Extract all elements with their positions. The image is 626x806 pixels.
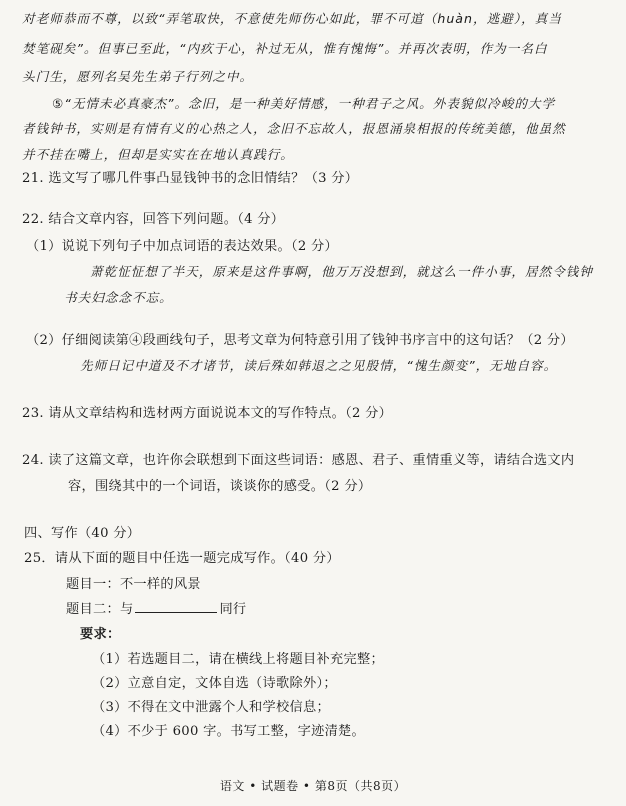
question-25: 25．请从下面的题目中任选一题完成写作。（40 分） [24,551,340,566]
essay-title-1: 题目一：不一样的风景 [66,577,201,592]
quote-22-1-line-a: 萧乾怔怔想了半天，原来是这件事啊，他万万没想到，就这么一件小事，居然令钱钟 [90,264,593,279]
question-22-2: （2）仔细阅读第④段画线句子，思考文章为何特意引用了钱钟书序言中的这句话？（2 分） [26,333,574,348]
question-21: 21. 选文写了哪几件事凸显钱钟书的念旧情结？（3 分） [22,171,359,186]
passage-line-2: 焚笔砚矣”。但事已至此，“内疚于心，补过无从，惟有愧悔”。并再次表明，作为一名白 [22,41,548,56]
question-23: 23. 请从文章结构和选材两方面说说本文的写作特点。（2 分） [22,406,393,421]
passage-line-1: 对老师恭而不尊，以致“弄笔取快，不意使先师伤心如此，罪不可逭（huàn，逃避），真当 [22,11,562,26]
passage-line-5: 者钱钟书，实则是有情有义的心热之人，念旧不忘故人，报恩涌泉相报的传统美德，他虽然 [22,121,566,136]
requirement-2: （2）立意自定，文体自选（诗歌除外）； [92,676,337,691]
essay-title-2-prefix: 题目二：与 [66,602,134,617]
quote-22-1-line-b: 书夫妇念念不忘。 [64,290,173,305]
question-22-1: （1）说说下列句子中加点词语的表达效果。（2 分） [26,239,338,254]
requirement-3: （3）不得在文中泄露个人和学校信息； [92,700,330,715]
essay-title-2 [66,600,246,619]
question-24-line-b: 容，围绕其中的一个词语，谈谈你的感受。（2 分） [68,479,372,494]
quote-22-2: 先师日记中道及不才诸节，读后殊如韩退之之见殷情，“愧生颜变”，无地自容。 [80,358,558,373]
passage-line-3: 头门生，愿列名吴先生弟子行列之中。 [22,69,254,84]
writing-section-heading: 四、写作（40 分） [24,526,141,541]
page-footer: 语文 • 试题卷 • 第8页（共8页） [219,779,407,793]
question-24-line-a: 24. 读了这篇文章，也许你会联想到下面这些词语：感恩、君子、重情重义等，请结合选文内 [22,453,575,468]
requirement-4: （4）不少于 600 字。书写工整，字迹清楚。 [92,724,366,739]
passage-line-4: ⑤“无情未必真豪杰”。念旧，是一种美好情感，一种君子之风。外表貌似冷峻的大学 [52,96,556,111]
essay-title-2-suffix: 同行 [219,602,247,617]
question-22: 22. 结合文章内容，回答下列问题。（4 分） [22,212,285,227]
passage-line-6: 并不挂在嘴上，但却是实实在在地认真践行。 [22,147,294,162]
requirement-1: （1）若选题目二，请在横线上将题目补充完整； [92,652,384,667]
essay-title-blank [135,600,217,613]
requirements-label: 要求： [80,627,121,642]
